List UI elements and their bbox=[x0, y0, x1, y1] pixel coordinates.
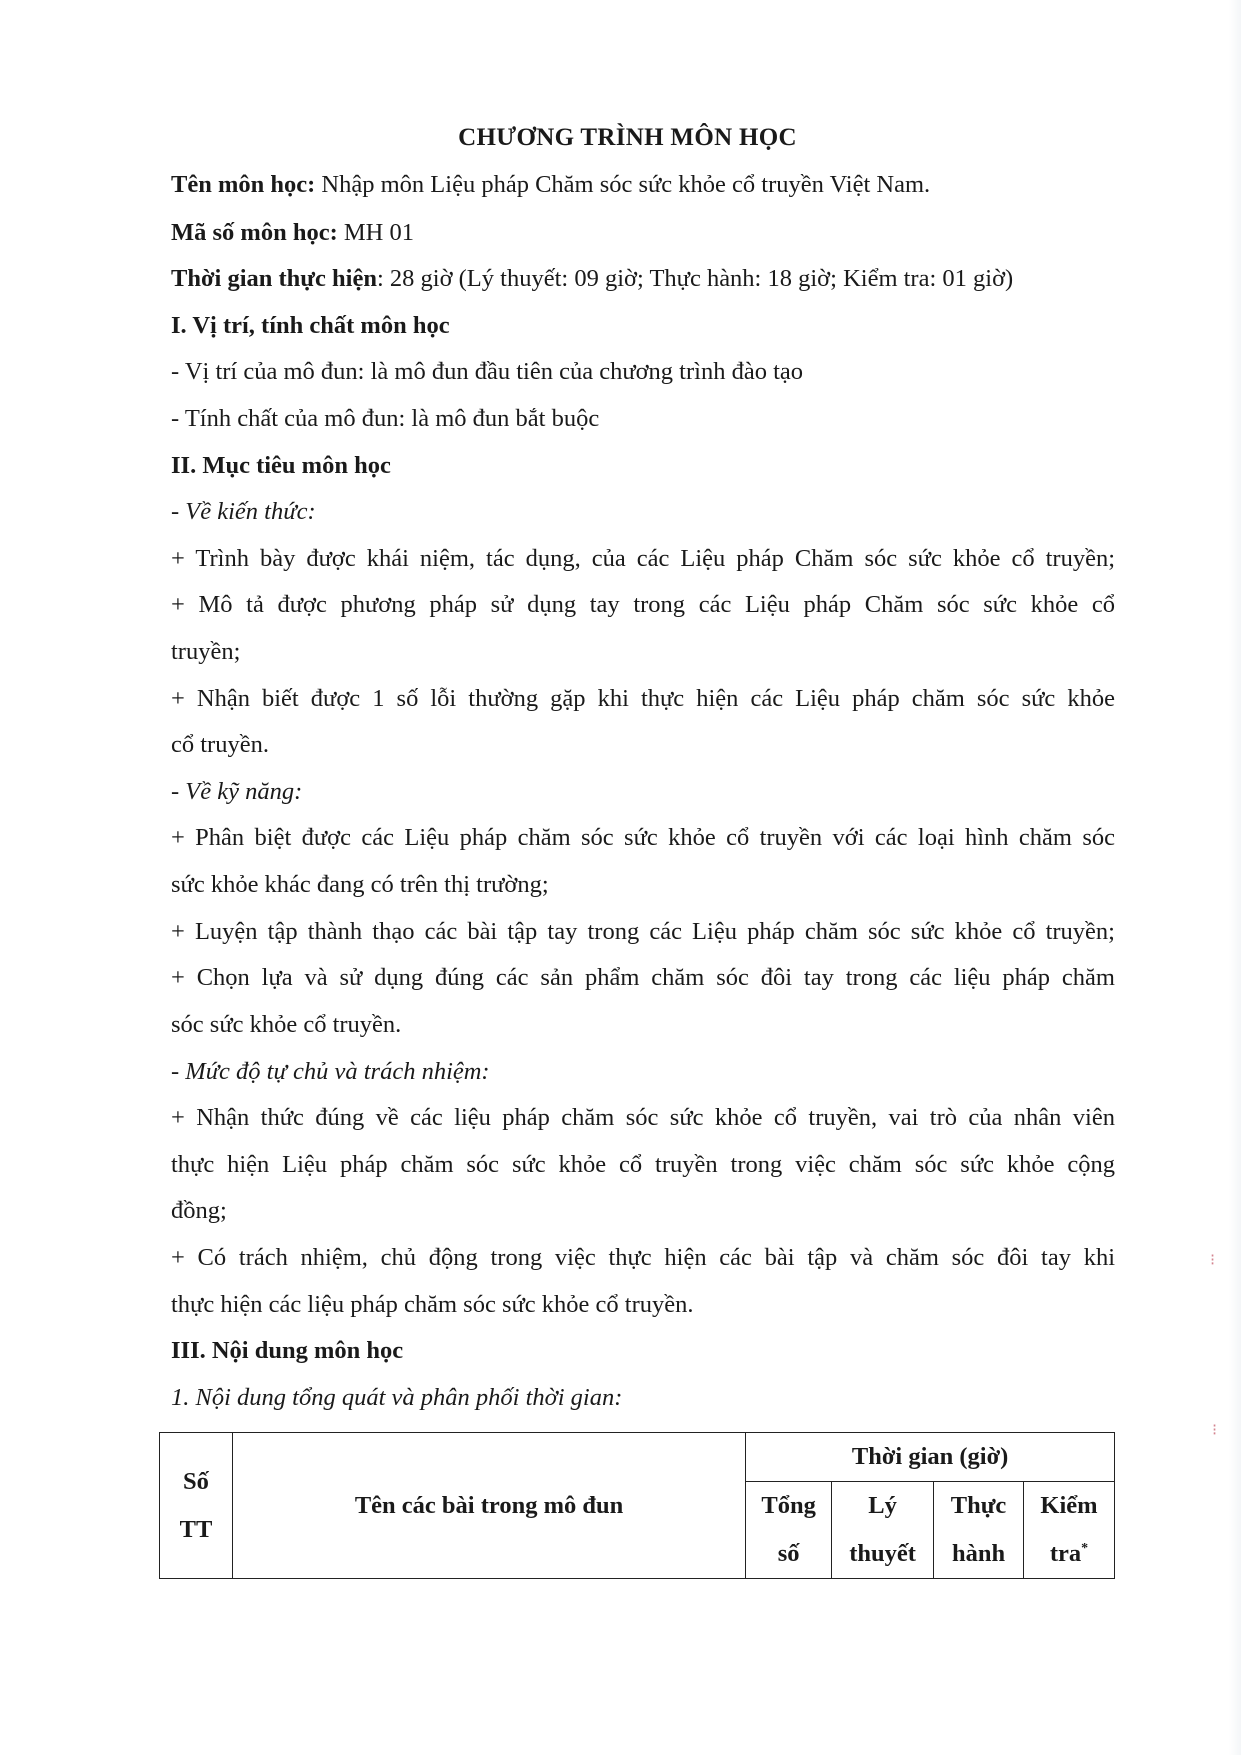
section-1-line: - Tính chất của mô đun: là mô đun bắt buộc bbox=[171, 405, 600, 432]
knowledge-line: + Trình bày được khái niệm, tác dụng, của các Liệu pháp Chăm sóc sức khỏe cổ truyền; bbox=[171, 545, 1115, 572]
skills-line: + Phân biệt được các Liệu pháp chăm sóc sức khỏe cổ truyền với các loại hình chăm sóc bbox=[171, 824, 1115, 851]
autonomy-line: đồng; bbox=[171, 1197, 227, 1224]
duration-line bbox=[171, 264, 1013, 294]
header-no-line2: TT bbox=[179, 1515, 213, 1543]
knowledge-line: truyền; bbox=[171, 638, 241, 665]
skills-line: sức khỏe khác đang có trên thị trường; bbox=[171, 871, 549, 898]
header-no-line1: Số bbox=[183, 1467, 209, 1495]
skills-label: - Về kỹ năng: bbox=[171, 778, 303, 805]
header-test-footnote-mark: * bbox=[1081, 1540, 1089, 1556]
knowledge-line: + Mô tả được phương pháp sử dụng tay trong các Liệu pháp Chăm sóc sức khỏe cổ bbox=[171, 591, 1115, 618]
subject-name-label: Tên môn học: bbox=[171, 171, 316, 198]
header-lesson-name: Tên các bài trong mô đun bbox=[232, 1433, 745, 1579]
section-3-heading: III. Nội dung môn học bbox=[171, 1337, 404, 1364]
header-practice-line2: hành bbox=[951, 1540, 1006, 1567]
section-1-line: - Vị trí của mô đun: là mô đun đầu tiên của chương trình đào tạo bbox=[171, 358, 804, 385]
document-title: CHƯƠNG TRÌNH MÔN HỌC bbox=[458, 124, 797, 151]
header-test-cell bbox=[1024, 1482, 1115, 1579]
subject-code-line bbox=[171, 218, 414, 248]
scan-edge-shadow bbox=[1229, 0, 1241, 1755]
autonomy-line: thực hiện Liệu pháp chăm sóc sức khỏe cổ truyền trong việc chăm sóc sức khỏe cộng bbox=[171, 1151, 1115, 1178]
subject-name-value: Nhập môn Liệu pháp Chăm sóc sức khỏe cổ truyền Việt Nam. bbox=[315, 171, 931, 198]
header-theory-line2: thuyết bbox=[849, 1540, 916, 1567]
header-total-line1: Tổng bbox=[761, 1492, 816, 1519]
autonomy-line: + Có trách nhiệm, chủ động trong việc thực hiện các bài tập và chăm sóc đôi tay khi bbox=[171, 1244, 1115, 1271]
header-no-cell bbox=[160, 1433, 233, 1579]
section-1-heading: I. Vị trí, tính chất môn học bbox=[171, 312, 450, 339]
header-practice-line1: Thực bbox=[950, 1492, 1007, 1519]
schedule-table bbox=[159, 1432, 1115, 1579]
autonomy-line: + Nhận thức đúng về các liệu pháp chăm sóc sức khỏe cổ truyền, vai trò của nhân viên bbox=[171, 1104, 1115, 1131]
header-test-line1: Kiểm bbox=[1040, 1492, 1098, 1519]
header-total-cell bbox=[746, 1482, 832, 1579]
subject-code-label: Mã số môn học: bbox=[171, 219, 338, 246]
header-theory-cell bbox=[832, 1482, 934, 1579]
subject-name-line bbox=[171, 170, 930, 200]
duration-value: : 28 giờ (Lý thuyết: 09 giờ; Thực hành: 18 giờ; Kiểm tra: 01 giờ) bbox=[376, 265, 1014, 292]
header-theory-line1: Lý bbox=[868, 1492, 897, 1519]
section-3-subheading: 1. Nội dung tổng quát và phân phối thời gian: bbox=[171, 1384, 623, 1411]
skills-line: sóc sức khỏe cổ truyền. bbox=[171, 1011, 402, 1038]
duration-label: Thời gian thực hiện bbox=[171, 265, 377, 292]
stamp-bleed-mark: ⁝ bbox=[1210, 1252, 1216, 1269]
subject-code-value: MH 01 bbox=[337, 219, 414, 246]
stamp-bleed-mark: ⁝ bbox=[1212, 1422, 1218, 1439]
knowledge-line: cổ truyền. bbox=[171, 731, 269, 758]
section-2-heading: II. Mục tiêu môn học bbox=[171, 452, 391, 479]
knowledge-label: - Về kiến thức: bbox=[171, 498, 316, 525]
header-test-line2-wrap bbox=[1024, 1530, 1114, 1578]
skills-line: + Chọn lựa và sử dụng đúng các sản phẩm chăm sóc đôi tay trong các liệu pháp chăm bbox=[171, 964, 1115, 991]
header-practice-cell bbox=[934, 1482, 1024, 1579]
header-total-line2: số bbox=[777, 1540, 800, 1567]
autonomy-line: thực hiện các liệu pháp chăm sóc sức khỏe cổ truyền. bbox=[171, 1291, 694, 1318]
knowledge-line: + Nhận biết được 1 số lỗi thường gặp khi thực hiện các Liệu pháp chăm sóc sức khỏe bbox=[171, 685, 1115, 712]
header-time-group: Thời gian (giờ) bbox=[746, 1433, 1115, 1482]
skills-line: + Luyện tập thành thạo các bài tập tay trong các Liệu pháp chăm sóc sức khỏe cổ truyền; bbox=[171, 918, 1115, 945]
autonomy-label: - Mức độ tự chủ và trách nhiệm: bbox=[171, 1058, 490, 1085]
header-test-line2: tra bbox=[1049, 1540, 1082, 1567]
